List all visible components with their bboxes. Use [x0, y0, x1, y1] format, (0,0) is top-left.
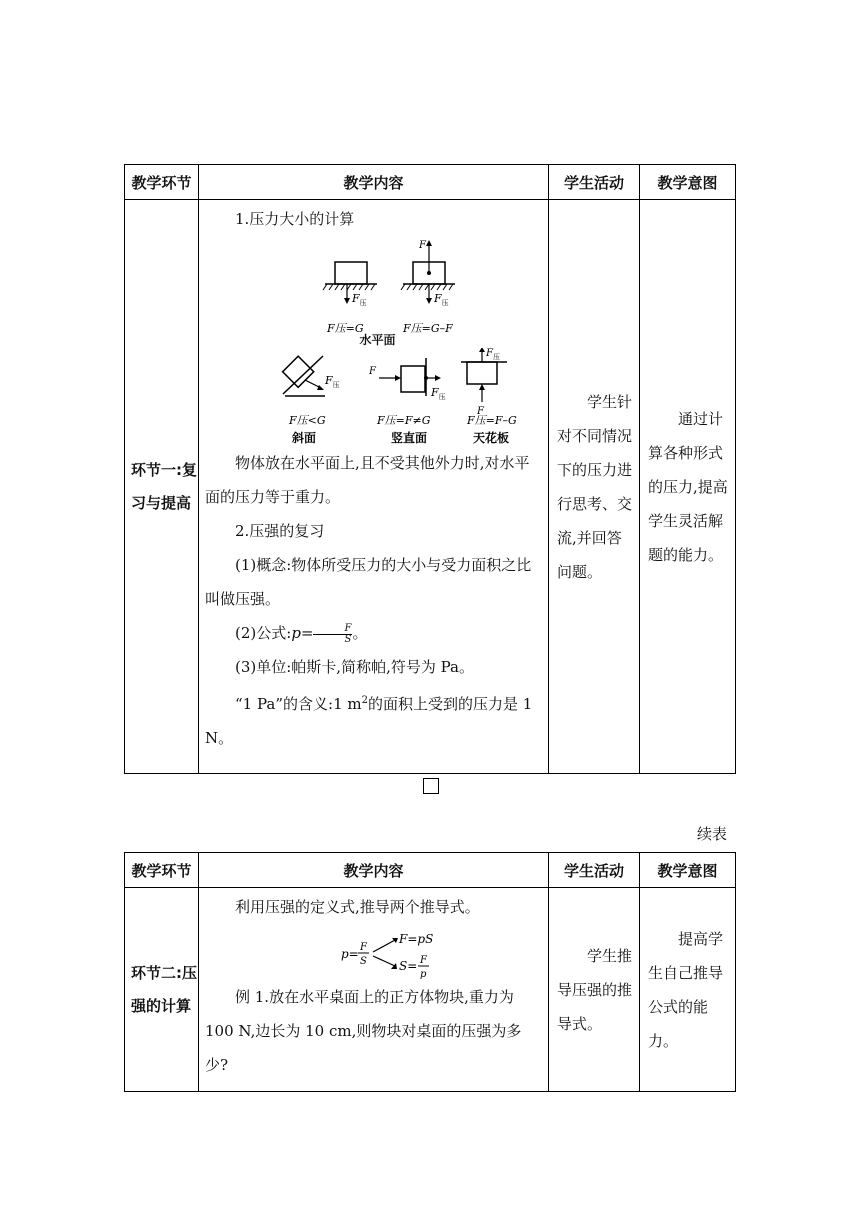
formula-end: 。 — [352, 624, 368, 642]
label-ceiling: 天花板 — [473, 431, 510, 445]
activity-text: 学生针对不同情况下的压力进行思考、交流,并回答问题。 — [557, 392, 633, 581]
meaning-a: “1 Pa”的含义:1 m — [235, 695, 362, 713]
blank-square — [423, 778, 439, 794]
derive-num: F — [360, 942, 367, 953]
svg-text:F压: $F_压$ — [434, 292, 449, 307]
svg-text:F压: $F_压$ — [486, 348, 500, 361]
activity-cell — [549, 888, 640, 1092]
header-section: 教学环节 — [125, 853, 199, 888]
derive-out2-den: p — [420, 969, 427, 980]
formula-num: F — [313, 624, 352, 635]
example-text: 例 1.放在水平桌面上的正方体物块,重力为 100 N,边长为 10 cm,则物块对桌面的压强为多少? — [205, 988, 522, 1074]
header-content: 教学内容 — [199, 853, 549, 888]
derive-out2-num: F — [420, 955, 427, 966]
content-cell — [199, 888, 549, 1092]
derive-out2-lhs: S= — [399, 959, 418, 973]
intent-text: 提高学生自己推导公式的能力。 — [648, 929, 724, 1050]
continued-label: 续表 — [697, 825, 728, 843]
derivation-figure — [205, 924, 542, 980]
para-horizontal: 物体放在水平面上,且不受其他外力时,对水平面的压力等于重力。 — [205, 454, 530, 506]
header-content: 教学内容 — [199, 165, 549, 200]
formula-den: S — [344, 633, 352, 645]
eq-e: F压=F–G — [467, 414, 517, 427]
svg-text:F压: $F_压$ — [431, 386, 446, 401]
content-cell — [199, 200, 549, 774]
f-label-b: F — [419, 240, 426, 251]
section-text: 环节一:复习与提高 — [131, 460, 197, 512]
svg-text:F: F — [477, 406, 484, 417]
unit-text: (3)单位:帕斯卡,简称帕,符号为 Pa。 — [235, 658, 474, 676]
intent-text: 通过计算各种形式的压力,提高学生灵活解题的能力。 — [648, 409, 728, 564]
derive-p: p= — [341, 947, 359, 961]
label-vertical: 竖直面 — [391, 431, 428, 445]
derive-out1: F=pS — [399, 932, 434, 946]
eq-c: F压<G — [289, 414, 326, 427]
table-row — [125, 888, 736, 1092]
other-surfaces-figure — [205, 348, 542, 446]
eq-a: F压=G — [327, 322, 364, 335]
horizontal-surface-figure — [205, 236, 542, 338]
meaning-text — [205, 684, 542, 755]
section-text: 环节二:压强的计算 — [131, 963, 197, 1015]
table-header-row — [125, 853, 736, 888]
intro-text: 利用压强的定义式,推导两个推导式。 — [235, 898, 480, 916]
activity-cell — [549, 200, 640, 774]
svg-text:F压: $F_压$ — [325, 374, 340, 389]
concept-text: (1)概念:物体所受压力的大小与受力面积之比叫做压强。 — [205, 556, 532, 608]
activity-text: 学生推导压强的推导式。 — [557, 946, 633, 1033]
intent-cell — [640, 888, 736, 1092]
lesson-table-1 — [124, 164, 736, 774]
table-row — [125, 200, 736, 774]
formula-line — [205, 616, 542, 650]
force-diagram-other — [205, 348, 541, 446]
f-ya-label-a: $F_压$ — [352, 292, 367, 307]
derivation-diagram — [205, 924, 541, 980]
heading-pressure-review: 2.压强的复习 — [235, 522, 325, 540]
header-activity: 学生活动 — [549, 853, 640, 888]
formula-p: p= — [291, 624, 314, 642]
section-label — [125, 888, 199, 1092]
header-section: 教学环节 — [125, 165, 199, 200]
meaning-b: 的面积上受到的压力是 1 N。 — [205, 695, 533, 747]
force-diagram-horizontal — [205, 236, 541, 338]
eq-b: F压=G–F — [403, 322, 453, 335]
section-label — [125, 200, 199, 774]
eq-d: F压=F≠G — [377, 414, 431, 427]
table-header-row — [125, 165, 736, 200]
label-horizontal: 水平面 — [359, 333, 396, 347]
label-incline: 斜面 — [292, 431, 317, 445]
header-activity: 学生活动 — [549, 165, 640, 200]
intent-cell — [640, 200, 736, 774]
lesson-table-2 — [124, 852, 736, 1092]
header-intent: 教学意图 — [640, 853, 736, 888]
header-intent: 教学意图 — [640, 165, 736, 200]
formula-fraction — [313, 624, 352, 645]
svg-text:F: F — [369, 366, 376, 377]
derive-den: S — [360, 956, 367, 967]
heading-pressure-force: 1.压力大小的计算 — [235, 210, 355, 228]
meaning-sup: 2 — [361, 695, 368, 706]
formula-prefix: (2)公式: — [235, 624, 292, 642]
